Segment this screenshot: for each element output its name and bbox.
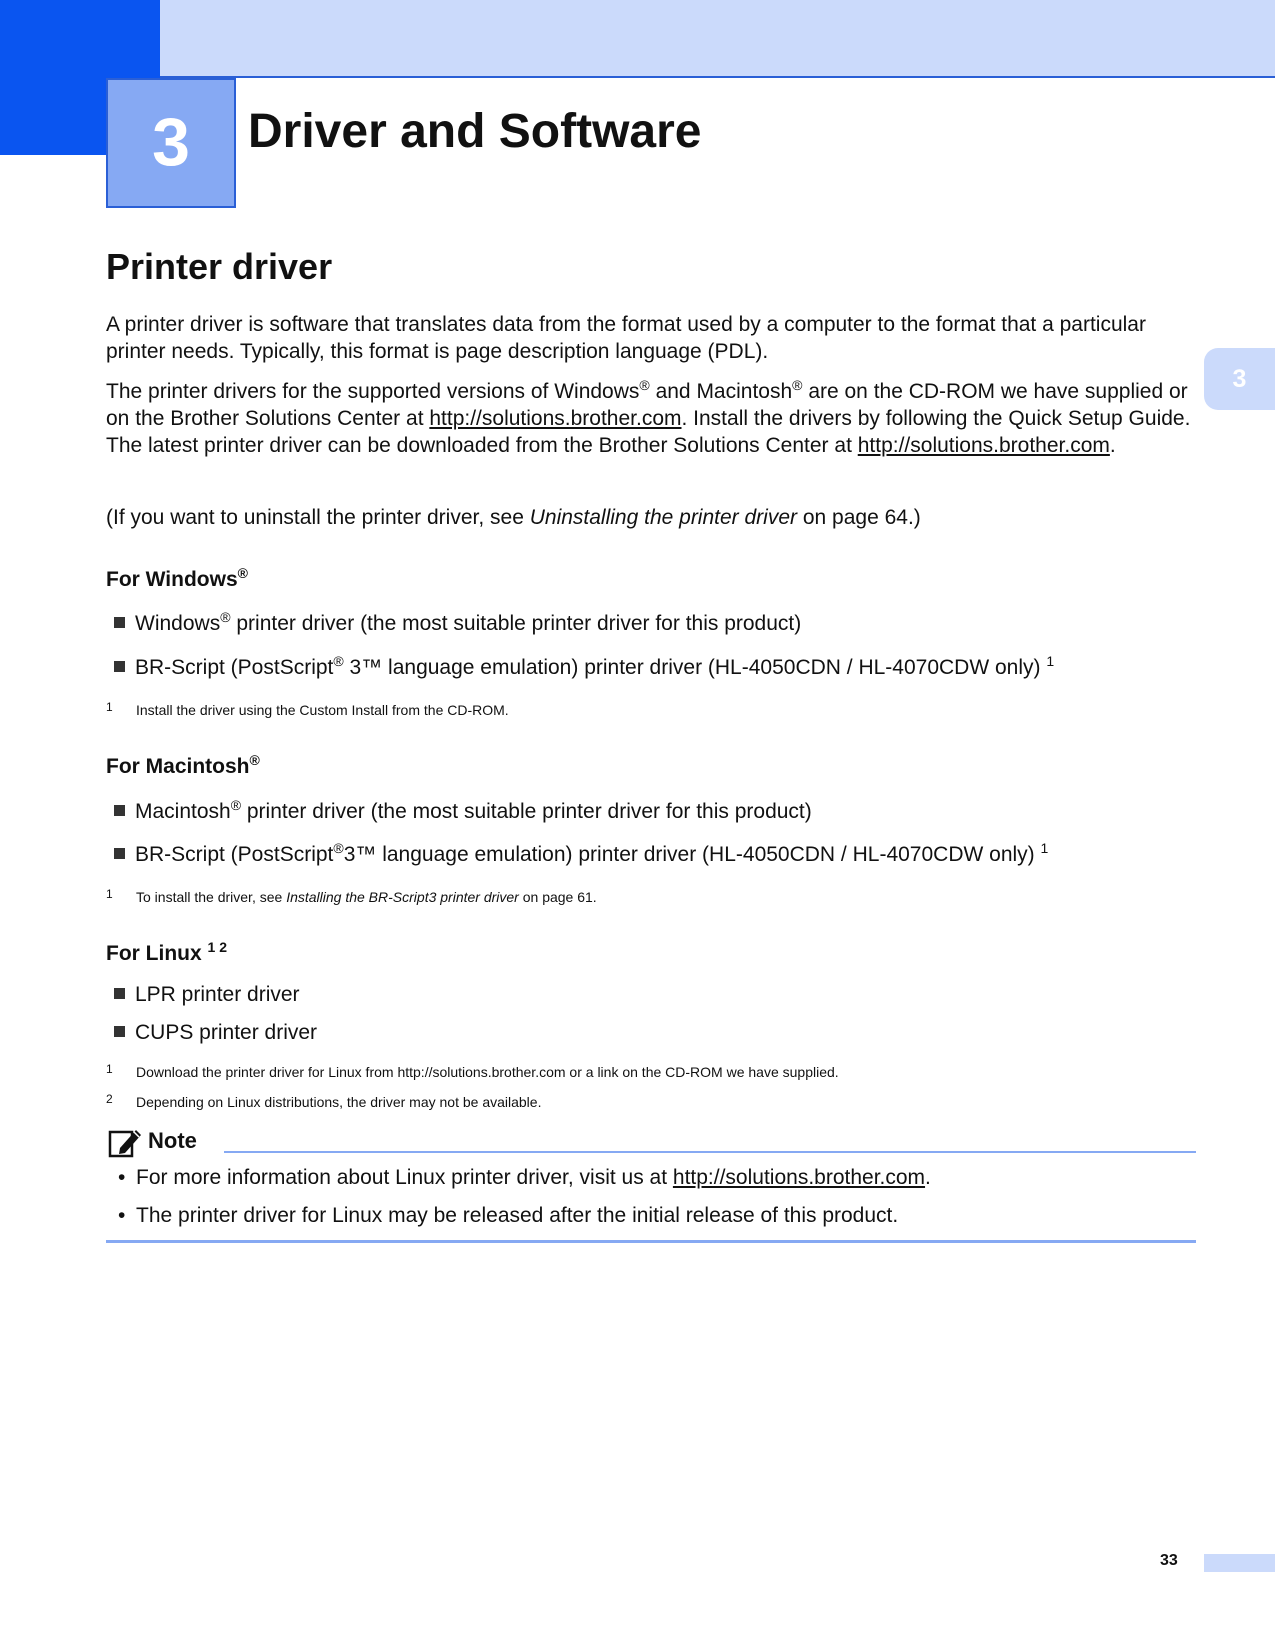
square-bullet-icon bbox=[114, 617, 125, 628]
footnote-number: 1 bbox=[106, 887, 113, 901]
list-item bbox=[114, 1021, 317, 1045]
footer-bar bbox=[1204, 1554, 1275, 1572]
list-item bbox=[114, 797, 812, 824]
macintosh-heading bbox=[106, 752, 260, 779]
note-pencil-icon bbox=[108, 1126, 144, 1158]
text-span: LPR printer driver bbox=[135, 983, 300, 1006]
bullet-dot: • bbox=[118, 1204, 126, 1227]
registered-mark: ® bbox=[333, 840, 344, 856]
install-reference[interactable]: Installing the BR-Script3 printer driver bbox=[286, 889, 519, 905]
registered-mark: ® bbox=[792, 377, 803, 393]
text-span: The printer drivers for the supported versions of Windows bbox=[106, 380, 640, 403]
intro-paragraph-1: A printer driver is software that translates data from the format used by a computer to the format that a particular printer needs. Typically, this format is page description language (PDL). bbox=[106, 313, 1146, 363]
text-span: printer driver (the most suitable printer driver for this product) bbox=[241, 800, 812, 823]
footnote bbox=[106, 700, 509, 718]
note-divider bbox=[224, 1151, 1196, 1153]
list-item bbox=[114, 983, 300, 1007]
heading-text: For Macintosh bbox=[106, 755, 250, 778]
note-item bbox=[118, 1166, 931, 1190]
intro-paragraph-3 bbox=[106, 504, 1196, 531]
footnote-ref[interactable]: 1 bbox=[1046, 653, 1055, 669]
text-span: printer driver (the most suitable printer driver for this product) bbox=[230, 612, 802, 635]
text-span: For more information about Linux printer driver, visit us at bbox=[136, 1166, 673, 1189]
footnote-ref[interactable]: 1 bbox=[1040, 840, 1049, 856]
registered-mark: ® bbox=[237, 565, 248, 581]
text-span: . Install the drivers by following the Quick Setup Guide. The latest printer driver can be downloaded from the Brother Solutions Center at bbox=[106, 407, 1191, 457]
footnote bbox=[106, 887, 597, 905]
text-span: on page 64.) bbox=[797, 506, 921, 529]
intro-paragraph-2 bbox=[106, 378, 1196, 459]
text-span: are on the CD-ROM we have supplied or on the Brother Solutions Center at bbox=[106, 380, 1188, 430]
square-bullet-icon bbox=[114, 848, 125, 859]
text-span: (If you want to uninstall the printer driver, see bbox=[106, 506, 530, 529]
heading-text: For Windows bbox=[106, 568, 238, 591]
registered-mark: ® bbox=[220, 609, 231, 625]
text-span: . bbox=[1109, 434, 1116, 457]
solutions-link[interactable]: http://solutions.brother.com bbox=[857, 434, 1110, 457]
page-number: 33 bbox=[1160, 1552, 1178, 1569]
header-band bbox=[0, 0, 1275, 78]
text-span: Macintosh bbox=[135, 800, 231, 823]
chapter-title: Driver and Software bbox=[248, 105, 702, 158]
footnote bbox=[106, 1092, 541, 1110]
footnote-text: To install the driver, see bbox=[136, 889, 287, 905]
list-item bbox=[114, 840, 1049, 867]
footnote-ref[interactable]: 1 2 bbox=[207, 939, 227, 955]
text-span: . bbox=[925, 1166, 931, 1189]
footnote-text: on page 61. bbox=[518, 889, 597, 905]
footnote-text: Download the printer driver for Linux from http://solutions.brother.com or a link on the CD-ROM we have supplied. bbox=[136, 1064, 839, 1080]
text-span: BR-Script (PostScript bbox=[135, 843, 334, 866]
bullet-dot: • bbox=[118, 1166, 126, 1189]
note-item bbox=[118, 1204, 898, 1228]
registered-mark: ® bbox=[639, 377, 650, 393]
text-span: and Macintosh bbox=[649, 380, 793, 403]
text-span: Windows bbox=[135, 612, 221, 635]
windows-heading bbox=[106, 565, 248, 592]
solutions-link[interactable]: http://solutions.brother.com bbox=[672, 1166, 926, 1189]
registered-mark: ® bbox=[249, 752, 260, 768]
registered-mark: ® bbox=[333, 653, 344, 669]
square-bullet-icon bbox=[114, 988, 125, 999]
note-label: Note bbox=[148, 1128, 197, 1153]
footnote bbox=[106, 1062, 839, 1080]
chapter-number: 3 bbox=[106, 78, 236, 208]
registered-mark: ® bbox=[230, 797, 242, 813]
chapter-side-tab[interactable]: 3 bbox=[1204, 348, 1275, 410]
footnote-text: Install the driver using the Custom Install from the CD-ROM. bbox=[136, 702, 509, 718]
footnote-text: Depending on Linux distributions, the driver may not be available. bbox=[136, 1094, 542, 1110]
text-span: CUPS printer driver bbox=[135, 1021, 318, 1044]
note-bottom-rule bbox=[106, 1240, 1196, 1243]
list-item bbox=[114, 609, 802, 636]
text-span: BR-Script (PostScript bbox=[135, 656, 334, 679]
square-bullet-icon bbox=[114, 661, 125, 672]
uninstall-reference[interactable]: Uninstalling the printer driver bbox=[529, 506, 798, 529]
text-span: 3™ language emulation) printer driver (HL-4050CDN / HL-4070CDW only) bbox=[343, 843, 1041, 866]
list-item bbox=[114, 653, 1055, 680]
text-span: The printer driver for Linux may be released after the initial release of this product. bbox=[136, 1204, 899, 1227]
section-title: Printer driver bbox=[106, 246, 333, 287]
text-span: 3™ language emulation) printer driver (HL-4050CDN / HL-4070CDW only) bbox=[343, 656, 1047, 679]
footnote-number: 1 bbox=[106, 1062, 113, 1076]
square-bullet-icon bbox=[114, 1026, 125, 1037]
footnote-number: 1 bbox=[106, 700, 113, 714]
solutions-link[interactable]: http://solutions.brother.com bbox=[429, 407, 682, 430]
heading-text: For Linux bbox=[106, 942, 202, 965]
footnote-number: 2 bbox=[106, 1092, 113, 1106]
note-header bbox=[106, 1124, 1196, 1160]
linux-heading bbox=[106, 939, 227, 966]
square-bullet-icon bbox=[114, 805, 125, 816]
